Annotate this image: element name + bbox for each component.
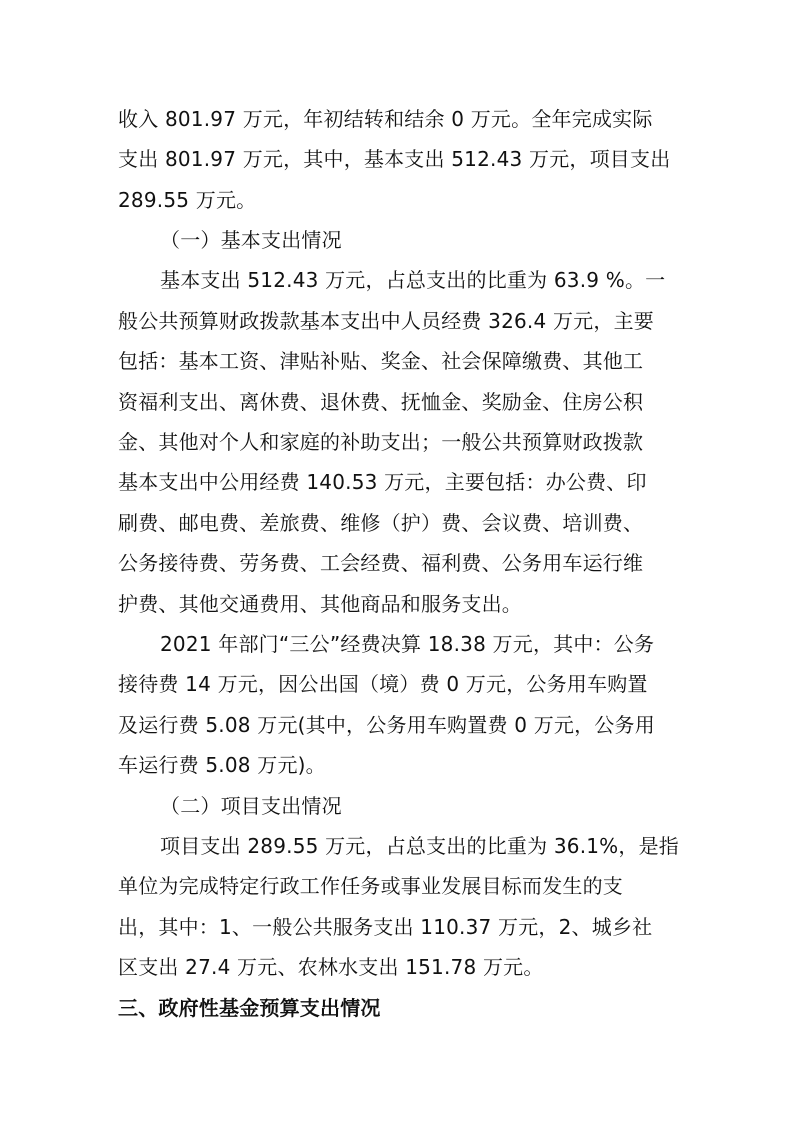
paragraph-line: 接待费 14 万元，因公出国（境）费 0 万元，公务用车购置 xyxy=(118,672,648,696)
paragraph-line: 护费、其他交通费用、其他商品和服务支出。 xyxy=(118,592,522,616)
paragraph-line: 基本支出 512.43 万元，占总支出的比重为 63.9 %。一 xyxy=(160,268,666,292)
paragraph-line: 项目支出 289.55 万元，占总支出的比重为 36.1%，是指 xyxy=(160,834,679,858)
paragraph-line: 出，其中：1、一般公共服务支出 110.37 万元，2、城乡社 xyxy=(118,915,653,939)
paragraph-line: 般公共预算财政拨款基本支出中人员经费 326.4 万元，主要 xyxy=(118,309,654,333)
paragraph-line: 刷费、邮电费、差旅费、维修（护）费、会议费、培训费、 xyxy=(118,511,644,535)
paragraph-line: 金、其他对个人和家庭的补助支出；一般公共预算财政拨款 xyxy=(118,430,644,454)
paragraph-line: 289.55 万元。 xyxy=(118,188,257,212)
section-heading: 三、政府性基金预算支出情况 xyxy=(118,996,381,1020)
paragraph-line: 车运行费 5.08 万元)。 xyxy=(118,753,326,777)
paragraph-line: 包括：基本工资、津贴补贴、奖金、社会保障缴费、其他工 xyxy=(118,349,644,373)
section-heading: （二）项目支出情况 xyxy=(160,794,342,818)
paragraph-line: 及运行费 5.08 万元(其中，公务用车购置费 0 万元，公务用 xyxy=(118,713,655,737)
paragraph-line: 收入 801.97 万元，年初结转和结余 0 万元。全年完成实际 xyxy=(118,107,653,131)
paragraph-line: 2021 年部门“三公”经费决算 18.38 万元，其中：公务 xyxy=(160,632,655,656)
section-heading: （一）基本支出情况 xyxy=(160,228,342,252)
paragraph-line: 单位为完成特定行政工作任务或事业发展目标而发生的支 xyxy=(118,874,623,898)
paragraph-line: 资福利支出、离休费、退休费、抚恤金、奖励金、住房公积 xyxy=(118,390,644,414)
paragraph-line: 区支出 27.4 万元、农林水支出 151.78 万元。 xyxy=(118,955,544,979)
paragraph-line: 支出 801.97 万元，其中，基本支出 512.43 万元，项目支出 xyxy=(118,147,671,171)
paragraph-line: 基本支出中公用经费 140.53 万元，主要包括：办公费、印 xyxy=(118,470,647,494)
paragraph-line: 公务接待费、劳务费、工会经费、福利费、公务用车运行维 xyxy=(118,551,644,575)
